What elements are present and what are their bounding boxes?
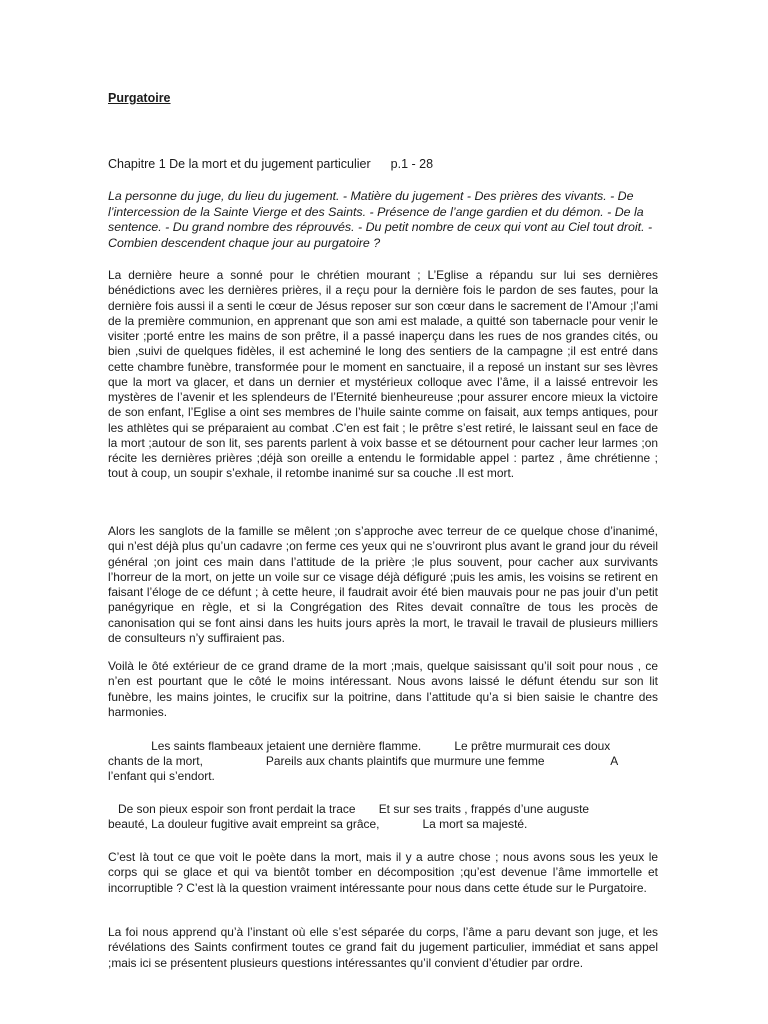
paragraph-5: La foi nous apprend qu’à l’instant où elle s’est séparée du corps, l’âme a paru devant son juge, et les révélations des Saints confirment toutes ce grand fait du jugement particulier, immédiat et sans appel ;mais ici se présentent plusieurs questions intéressantes qu’il convient d’étudier par ordre. — [108, 925, 658, 970]
chapter-title: Chapitre 1 De la mort et du jugement particulier — [108, 157, 371, 171]
paragraph-4: C’est là tout ce que voit le poète dans la mort, mais il y a autre chose ; nous avons sous les yeux le corps qui se glace et qui va bientôt tomber en décomposition ;qu’est devenue l’âme immortelle et incorruptible ? C’est là la question vraiment intéressante pour nous dans cette étude sur le Purgatoire. — [108, 850, 658, 895]
chapter-summary: La personne du juge, du lieu du jugement. - Matière du jugement - Des prières des vivants. - De l’intercession de la Sainte Vierge et des Saints. - Présence de l’ange gardien et du démon. - De la sentence. - Du grand nombre des réprouvés. - Du petit nombre de ceux qui vont au Ciel tout droit. - Combien descendent chaque jour au purgatoire ? — [108, 189, 653, 250]
verse-1-line-3: l’enfant qui s’endort. — [108, 769, 215, 783]
verse-1-line-1: Les saints flambeaux jetaient une dernière flamme. Le prêtre murmurait ces doux — [108, 739, 611, 753]
verse-2-line-2: beauté, La douleur fugitive avait empreint sa grâce, La mort sa majesté. — [108, 817, 528, 831]
chapter-pages: p.1 - 28 — [390, 157, 434, 171]
verse-1-line-2: chants de la mort, Pareils aux chants plaintifs que murmure une femme A — [108, 754, 619, 768]
document-title: Purgatoire — [108, 91, 171, 105]
chapter-heading — [108, 157, 433, 172]
paragraph-3: Voilà le ôté extérieur de ce grand drame de la mort ;mais, quelque saisissant qu’il soit pour nous , ce n’en est pourtant que le côté le moins intéressant. Nous avons laissé le défunt étendu sur son lit funèbre, les mains jointes, le crucifix sur la poitrine, dans l’attitude qu’a si bien saisie le chantre des harmonies. — [108, 659, 658, 719]
paragraph-1: La dernière heure a sonné pour le chrétien mourant ; L’Eglise a répandu sur lui ses dernières bénédictions avec les dernières prières, il a reçu pour la dernière fois le pardon de ses fautes, pour la dernière fois aussi il a senti le cœur de Jésus reposer sur son cœur dans le sacrement de l’Amour ;l’ami de la première communion, en apprenant que son ami est malade, a quitté son tabernacle pour venir le visiter ;porté entre les mains de son prêtre, il a passé inaperçu dans les rues de nos grandes cités, ou bien ,suivi de quelques fidèles, il est acheminé le long des sentiers de la campagne ;il est entré dans cette chambre funèbre, transformée pour le moment en sanctuaire, il a reposé un instant sur ses lèvres que la mort va glacer, et dans un dernier et mystérieux colloque avec l’âme, il a laissé entrevoir les mystères de l’avenir et les splendeurs de l’Eternité bienheureuse ;pour assurer encore mieux la victoire de son enfant, l’Eglise a oint ses membres de l’huile sainte comme on faisait, aux temps antiques, pour les athlètes qui se préparaient au combat .C’en est fait ; le prêtre s’est retiré, le laissant seul en face de la mort ;autour de son lit, ses parents parlent à voix basse et se détournent pour cacher leur larmes ;on récite les dernières prières ;déjà son oreille a entendu le formidable appel : partez , âme chrétienne ; tout à coup, un soupir s’exhale, il retombe inanimé sur sa couche .Il est mort. — [108, 268, 658, 481]
verse-2-line-1: De son pieux espoir son front perdait la trace Et sur ses traits , frappés d’une auguste — [108, 802, 590, 816]
paragraph-2: Alors les sanglots de la famille se mêlent ;on s’approche avec terreur de ce quelque chose d’inanimé, qui n’est déjà plus qu’un cadavre ;on ferme ces yeux qui ne s’ouvriront plus avant le grand jour du réveil général ;on joint ces main dans l’attitude de la prière ;le plus souvent, pour cacher aux survivants l’horreur de la mort, on jette un voile sur ce visage déjà défiguré ;puis les amis, les voisins se retirent en faisant l’éloge de ce défunt ; à cette heure, il faudrait avoir été bien mauvais pour ne pas jouir d’un petit panégyrique en règle, et si la Congrégation des Rites devait connaître de tous les procès de canonisation qui se font ainsi dans les huits jours après la mort, le travail le travail de plusieurs milliers de consulteurs n’y suffiraient pas. — [108, 524, 658, 645]
